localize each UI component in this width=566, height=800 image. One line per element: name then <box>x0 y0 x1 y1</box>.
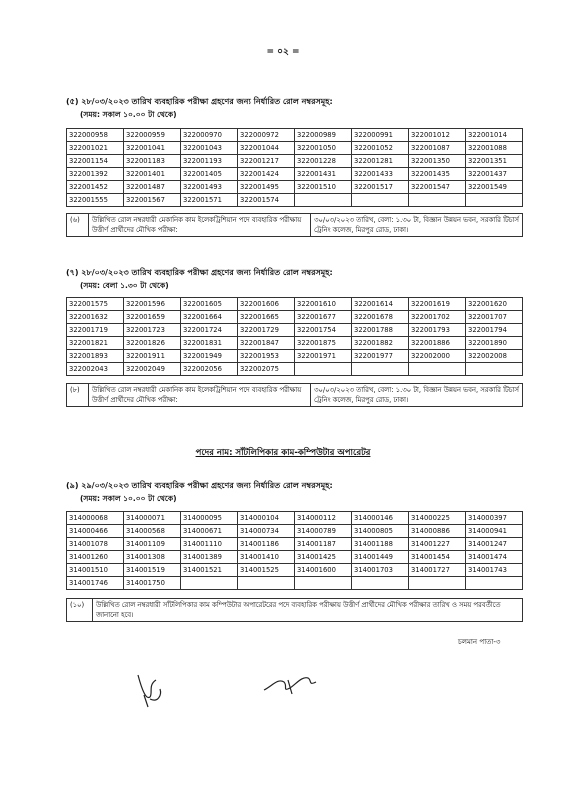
roll-number-cell: 322001012 <box>409 129 466 142</box>
roll-number-cell: 322001431 <box>295 168 352 181</box>
roll-number-cell <box>466 363 523 376</box>
roll-number-cell: 314000146 <box>352 512 409 525</box>
roll-number-cell: 322001567 <box>124 194 181 207</box>
roll-number-cell: 322001424 <box>238 168 295 181</box>
roll-number-cell: 322001729 <box>238 324 295 337</box>
roll-number-cell <box>466 577 523 590</box>
roll-number-cell: 322001677 <box>295 311 352 324</box>
roll-number-cell: 322001547 <box>409 181 466 194</box>
roll-number-cell: 314000941 <box>466 525 523 538</box>
roll-number-cell: 322001664 <box>181 311 238 324</box>
roll-number-cell <box>295 194 352 207</box>
page-number: = ০২ = <box>266 47 300 57</box>
roll-number-cell: 322001154 <box>67 155 124 168</box>
roll-number-cell: 314001308 <box>124 551 181 564</box>
roll-number-cell: 322001043 <box>181 142 238 155</box>
roll-number-cell: 322002000 <box>409 350 466 363</box>
roll-number-cell <box>409 577 466 590</box>
roll-number-cell: 322001847 <box>238 337 295 350</box>
roll-number-cell: 314001750 <box>124 577 181 590</box>
roll-number-cell: 322001575 <box>67 298 124 311</box>
roll-number-cell: 322001723 <box>124 324 181 337</box>
roll-number-cell: 322001831 <box>181 337 238 350</box>
roll-number-cell: 322001517 <box>352 181 409 194</box>
roll-number-cell <box>352 194 409 207</box>
roll-number-cell: 314000789 <box>295 525 352 538</box>
roll-number-cell: 314001510 <box>67 564 124 577</box>
roll-number-cell: 322001183 <box>124 155 181 168</box>
roll-number-cell: 314001110 <box>181 538 238 551</box>
roll-number-cell: 322001702 <box>409 311 466 324</box>
roll-number-cell: 322001087 <box>409 142 466 155</box>
roll-number-cell: 314000466 <box>67 525 124 538</box>
roll-number-cell: 322001875 <box>295 337 352 350</box>
table-row <box>67 194 523 207</box>
roll-number-cell <box>181 577 238 590</box>
roll-number-cell: 322001614 <box>352 298 409 311</box>
roll-number-cell: 314001389 <box>181 551 238 564</box>
roll-number-cell: 322001949 <box>181 350 238 363</box>
table-row <box>67 168 523 181</box>
table-row <box>67 337 523 350</box>
roll-number-cell: 322000989 <box>295 129 352 142</box>
roll-number-cell: 322000972 <box>238 129 295 142</box>
roll-number-cell: 322000959 <box>124 129 181 142</box>
section1-heading: (৫) ২৮/০৩/২০২৩ তারিখ ব্যবহারিক পরীক্ষা গ্রহণের জন্য নির্ধারিত রোল নম্বরসমূহ: <box>66 97 333 106</box>
roll-number-cell: 322001437 <box>466 168 523 181</box>
roll-number-cell: 322001890 <box>466 337 523 350</box>
roll-number-cell: 322001401 <box>124 168 181 181</box>
section1-time: (সময়: সকাল ১০.০০ টা থেকে) <box>80 110 177 119</box>
roll-number-cell <box>295 577 352 590</box>
table-row <box>67 363 523 376</box>
roll-number-cell: 314001746 <box>67 577 124 590</box>
roll-number-cell: 322001788 <box>352 324 409 337</box>
roll-number-cell: 322001794 <box>466 324 523 337</box>
roll-number-cell: 314001727 <box>409 564 466 577</box>
roll-number-cell: 314001454 <box>409 551 466 564</box>
roll-number-cell <box>466 194 523 207</box>
roll-number-cell: 314001186 <box>238 538 295 551</box>
roll-number-cell: 314001703 <box>352 564 409 577</box>
post-title: পদের নাম: সাঁটলিপিকার কাম-কম্পিউটার অপারেটর <box>195 448 371 458</box>
table-row <box>67 564 523 577</box>
roll-number-cell: 322001281 <box>352 155 409 168</box>
table-row <box>67 525 523 538</box>
roll-number-cell: 322001405 <box>181 168 238 181</box>
roll-number-cell: 314001078 <box>67 538 124 551</box>
table-row <box>67 538 523 551</box>
roll-number-cell: 314000671 <box>181 525 238 538</box>
roll-number-cell: 322001911 <box>124 350 181 363</box>
roll-number-cell: 322001619 <box>409 298 466 311</box>
table-row <box>67 298 523 311</box>
roll-number-cell: 314001425 <box>295 551 352 564</box>
roll-number-cell: 314001187 <box>295 538 352 551</box>
roll-number-cell: 314000112 <box>295 512 352 525</box>
roll-number-cell: 322001620 <box>466 298 523 311</box>
roll-number-cell: 314000568 <box>124 525 181 538</box>
roll-number-cell: 314000068 <box>67 512 124 525</box>
roll-number-cell: 314001109 <box>124 538 181 551</box>
table-row <box>67 577 523 590</box>
roll-number-cell: 322001433 <box>352 168 409 181</box>
roll-number-cell: 322001452 <box>67 181 124 194</box>
note-number: (১০) <box>67 599 93 622</box>
roll-number-cell: 314001525 <box>238 564 295 577</box>
table-row <box>67 155 523 168</box>
roll-number-cell: 322002056 <box>181 363 238 376</box>
section2-note <box>66 383 523 407</box>
roll-number-cell <box>352 577 409 590</box>
roll-number-cell: 322001724 <box>181 324 238 337</box>
roll-number-cell: 314001600 <box>295 564 352 577</box>
roll-number-cell: 322001665 <box>238 311 295 324</box>
roll-number-cell: 314001188 <box>352 538 409 551</box>
section2-time: (সময়: বেলা ১.৩০ টা থেকে) <box>80 281 169 290</box>
section3-roll-table <box>66 511 523 590</box>
continue-page-label: চলমান পাতা-৩ <box>458 638 501 646</box>
roll-number-cell: 314000734 <box>238 525 295 538</box>
table-row <box>67 512 523 525</box>
roll-number-cell: 314000225 <box>409 512 466 525</box>
section1-note <box>66 213 523 237</box>
roll-number-cell <box>295 363 352 376</box>
note-schedule: ৩০/০৩/২০২৩ তারিখ, বেলা: ১.৩০ টা, বিজ্ঞান উন্নয়ন ভবন, সরকারি টিচার্স ট্রেনিং কলেজ, মিরপুর রোড, ঢাকা। <box>311 214 523 237</box>
table-row <box>67 129 523 142</box>
roll-number-cell: 322001487 <box>124 181 181 194</box>
roll-number-cell: 322001351 <box>466 155 523 168</box>
roll-number-cell: 322001754 <box>295 324 352 337</box>
roll-number-cell: 322001088 <box>466 142 523 155</box>
table-row <box>67 181 523 194</box>
signature-right <box>258 668 328 698</box>
roll-number-cell: 322002043 <box>67 363 124 376</box>
roll-number-cell: 322001495 <box>238 181 295 194</box>
roll-number-cell: 322000970 <box>181 129 238 142</box>
roll-number-cell: 322001719 <box>67 324 124 337</box>
roll-number-cell: 322001793 <box>409 324 466 337</box>
roll-number-cell: 314001521 <box>181 564 238 577</box>
roll-number-cell: 322001217 <box>238 155 295 168</box>
roll-number-cell: 322001606 <box>238 298 295 311</box>
roll-number-cell: 314000104 <box>238 512 295 525</box>
roll-number-cell: 322001571 <box>181 194 238 207</box>
roll-number-cell <box>238 577 295 590</box>
section3-note <box>66 598 523 622</box>
roll-number-cell: 314000095 <box>181 512 238 525</box>
table-row <box>67 311 523 324</box>
roll-number-cell: 314001260 <box>67 551 124 564</box>
roll-number-cell: 314001247 <box>466 538 523 551</box>
roll-number-cell: 322001971 <box>295 350 352 363</box>
roll-number-cell: 322000958 <box>67 129 124 142</box>
section2-heading: (৭) ২৮/০৩/২০২৩ তারিখ ব্যবহারিক পরীক্ষা গ্রহণের জন্য নির্ধারিত রোল নম্বরসমূহ: <box>66 268 333 277</box>
roll-number-cell: 314001410 <box>238 551 295 564</box>
section3-time: (সময়: সকাল ১০.০০ টা থেকে) <box>80 494 177 503</box>
roll-number-cell: 322001596 <box>124 298 181 311</box>
roll-number-cell: 322002008 <box>466 350 523 363</box>
table-row <box>67 324 523 337</box>
roll-number-cell: 322001953 <box>238 350 295 363</box>
note-number: (৮) <box>67 384 89 407</box>
roll-number-cell: 322001021 <box>67 142 124 155</box>
roll-number-cell <box>409 194 466 207</box>
roll-number-cell: 314001449 <box>352 551 409 564</box>
roll-number-cell: 314000805 <box>352 525 409 538</box>
table-row <box>67 350 523 363</box>
roll-number-cell: 314001519 <box>124 564 181 577</box>
roll-number-cell: 322001882 <box>352 337 409 350</box>
roll-number-cell <box>409 363 466 376</box>
roll-number-cell: 322001659 <box>124 311 181 324</box>
roll-number-cell: 322001555 <box>67 194 124 207</box>
roll-number-cell: 322000991 <box>352 129 409 142</box>
roll-number-cell: 322002075 <box>238 363 295 376</box>
roll-number-cell: 322001886 <box>409 337 466 350</box>
roll-number-cell: 322001050 <box>295 142 352 155</box>
roll-number-cell: 322001821 <box>67 337 124 350</box>
roll-number-cell: 322001893 <box>67 350 124 363</box>
note-description: উল্লিখিত রোল নম্বরধারী মেকানিক কাম ইলেকট্রিশিয়ান পদে ব্যবহারিক পরীক্ষায় উত্তীর্ণ প্রার্থীদের মৌখিক পরীক্ষা: <box>89 384 311 407</box>
roll-number-cell: 322001052 <box>352 142 409 155</box>
roll-number-cell: 322001678 <box>352 311 409 324</box>
roll-number-cell: 314000071 <box>124 512 181 525</box>
roll-number-cell: 322001977 <box>352 350 409 363</box>
roll-number-cell: 314001474 <box>466 551 523 564</box>
section2-roll-table <box>66 297 523 376</box>
roll-number-cell: 314001743 <box>466 564 523 577</box>
roll-number-cell: 322001041 <box>124 142 181 155</box>
roll-number-cell: 322001610 <box>295 298 352 311</box>
roll-number-cell: 322001435 <box>409 168 466 181</box>
roll-number-cell: 322001574 <box>238 194 295 207</box>
roll-number-cell: 322001605 <box>181 298 238 311</box>
roll-number-cell: 322001228 <box>295 155 352 168</box>
roll-number-cell: 322001392 <box>67 168 124 181</box>
roll-number-cell: 322001632 <box>67 311 124 324</box>
signature-left <box>120 655 180 715</box>
roll-number-cell: 322001493 <box>181 181 238 194</box>
section3-heading: (৯) ২৯/০৩/২০২৩ তারিখ ব্যবহারিক পরীক্ষা গ্রহণের জন্য নির্ধারিত রোল নম্বরসমূহ: <box>66 481 333 490</box>
roll-number-cell: 314001227 <box>409 538 466 551</box>
roll-number-cell: 322002049 <box>124 363 181 376</box>
roll-number-cell <box>352 363 409 376</box>
note-description: উল্লিখিত রোল নম্বরধারী সাঁটলিপিকার কাম কম্পিউটার অপারেটরের পদে ব্যবহারিক পরীক্ষায় উত্তীর্ণ প্রার্থীদের মৌখিক পরীক্ষার তারিখ ও সময় পরবর্তীতে জানানো হবে। <box>93 599 523 622</box>
roll-number-cell: 322001350 <box>409 155 466 168</box>
roll-number-cell: 322001014 <box>466 129 523 142</box>
roll-number-cell: 314000886 <box>409 525 466 538</box>
roll-number-cell: 322001826 <box>124 337 181 350</box>
roll-number-cell: 322001510 <box>295 181 352 194</box>
section1-roll-table <box>66 128 523 207</box>
table-row <box>67 142 523 155</box>
table-row <box>67 551 523 564</box>
note-number: (৬) <box>67 214 89 237</box>
note-description: উল্লিখিত রোল নম্বরধারী মেকানিক কাম ইলেকট্রিশিয়ান পদে ব্যবহারিক পরীক্ষায় উত্তীর্ণ প্রার্থীদের মৌখিক পরীক্ষা: <box>89 214 311 237</box>
roll-number-cell: 322001044 <box>238 142 295 155</box>
note-schedule: ৩০/০৩/২০২৩ তারিখ, বেলা: ১.৩০ টা, বিজ্ঞান উন্নয়ন ভবন, সরকারি টিচার্স ট্রেনিং কলেজ, মিরপুর রোড, ঢাকা। <box>311 384 523 407</box>
roll-number-cell: 322001193 <box>181 155 238 168</box>
roll-number-cell: 322001549 <box>466 181 523 194</box>
roll-number-cell: 322001707 <box>466 311 523 324</box>
roll-number-cell: 314000397 <box>466 512 523 525</box>
